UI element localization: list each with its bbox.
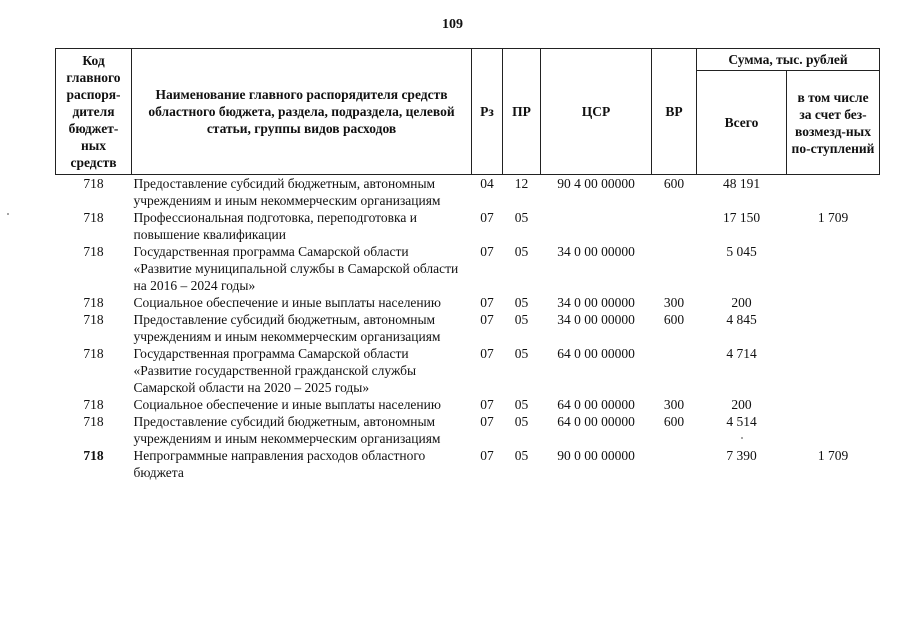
header-pr: ПР bbox=[503, 49, 541, 175]
cell-pr: 12 bbox=[514, 176, 529, 191]
cell-rz: 07 bbox=[480, 312, 494, 327]
cell-incl bbox=[787, 175, 880, 210]
cell-csr bbox=[541, 209, 652, 243]
cell-incl bbox=[787, 311, 880, 345]
cell-vr bbox=[652, 447, 697, 481]
cell-total: 4 714 bbox=[726, 346, 757, 361]
cell-vr bbox=[652, 345, 697, 396]
cell-rz: 04 bbox=[480, 176, 494, 191]
cell-rz: 07 bbox=[480, 210, 494, 225]
cell-incl: 1 709 bbox=[817, 448, 849, 463]
budget-table bbox=[55, 48, 880, 481]
cell-vr: 600 bbox=[663, 414, 685, 429]
cell-name: Непрограммные направления расходов областного бюджета bbox=[133, 448, 426, 480]
table-body bbox=[56, 175, 880, 482]
cell-name: Профессиональная подготовка, переподготовка и повышение квалификации bbox=[133, 210, 417, 242]
header-incl: в том числе за счет без-возмезд-ных по-ступлений bbox=[787, 71, 880, 175]
cell-name: Социальное обеспечение и иные выплаты населению bbox=[133, 295, 441, 310]
table-row bbox=[56, 413, 880, 447]
cell-total: 5 045 bbox=[726, 244, 757, 259]
cell-total: 48 191 bbox=[722, 176, 761, 191]
table-row bbox=[56, 294, 880, 311]
cell-rz: 07 bbox=[480, 244, 494, 259]
cell-total: 200 bbox=[731, 397, 752, 412]
cell-incl bbox=[787, 345, 880, 396]
table-row bbox=[56, 396, 880, 413]
cell-incl bbox=[787, 294, 880, 311]
cell-name: Предоставление субсидий бюджетным, автономным учреждениям и иным некоммерческим организациям bbox=[133, 312, 441, 344]
cell-total: 17 150 bbox=[722, 210, 761, 225]
cell-name: Предоставление субсидий бюджетным, автономным учреждениям и иным некоммерческим организациям bbox=[133, 414, 441, 446]
cell-csr: 34 0 00 00000 bbox=[557, 295, 635, 310]
cell-vr bbox=[652, 209, 697, 243]
cell-total: 7 390 bbox=[726, 448, 757, 463]
cell-code: 718 bbox=[83, 414, 104, 429]
table-row bbox=[56, 447, 880, 481]
header-code: Код главного распоря-дителя бюджет-ных средств bbox=[56, 49, 132, 175]
cell-incl bbox=[787, 413, 880, 447]
cell-pr: 05 bbox=[514, 448, 529, 463]
table-header bbox=[56, 49, 880, 175]
cell-total: 4 845 bbox=[726, 312, 757, 327]
cell-pr: 05 bbox=[514, 312, 529, 327]
cell-code: 718 bbox=[83, 295, 104, 310]
cell-vr: 300 bbox=[663, 295, 685, 310]
cell-pr: 05 bbox=[514, 295, 529, 310]
cell-rz: 07 bbox=[480, 448, 494, 463]
cell-incl bbox=[787, 396, 880, 413]
cell-pr: 05 bbox=[514, 244, 529, 259]
cell-name: Государственная программа Самарской области «Развитие муниципальной службы в Самарской области на 2016 – 2024 годы» bbox=[133, 244, 459, 293]
table-row bbox=[56, 345, 880, 396]
cell-incl bbox=[787, 243, 880, 294]
header-total: Всего bbox=[697, 71, 787, 175]
cell-rz: 07 bbox=[480, 414, 494, 429]
cell-name: Предоставление субсидий бюджетным, автономным учреждениям и иным некоммерческим организациям bbox=[133, 176, 441, 208]
cell-code: 718 bbox=[83, 448, 104, 463]
cell-name: Социальное обеспечение и иные выплаты населению bbox=[133, 397, 441, 412]
cell-csr: 64 0 00 00000 bbox=[557, 346, 635, 361]
header-vr: ВР bbox=[652, 49, 697, 175]
cell-pr: 05 bbox=[514, 414, 529, 429]
cell-code: 718 bbox=[83, 346, 104, 361]
cell-total: 4 514 bbox=[726, 414, 757, 429]
cell-code: 718 bbox=[83, 210, 104, 225]
header-csr: ЦСР bbox=[541, 49, 652, 175]
cell-code: 718 bbox=[83, 176, 104, 191]
cell-csr: 34 0 00 00000 bbox=[557, 244, 635, 259]
cell-vr: 600 bbox=[663, 312, 685, 327]
cell-name: Государственная программа Самарской области «Развитие государственной гражданской службы Самарской области на 2020 – 2025 годы» bbox=[133, 346, 417, 395]
cell-pr: 05 bbox=[514, 210, 529, 225]
cell-code: 718 bbox=[83, 312, 104, 327]
table-row bbox=[56, 175, 880, 210]
cell-csr: 34 0 00 00000 bbox=[557, 312, 635, 327]
cell-pr: 05 bbox=[514, 397, 529, 412]
page-number: 109 bbox=[442, 17, 463, 32]
cell-csr: 64 0 00 00000 bbox=[557, 397, 635, 412]
cell-vr: 300 bbox=[663, 397, 685, 412]
cell-vr bbox=[652, 243, 697, 294]
table-row bbox=[56, 209, 880, 243]
cell-rz: 07 bbox=[480, 295, 494, 310]
scan-speck bbox=[7, 213, 9, 215]
cell-csr: 90 4 00 00000 bbox=[557, 176, 635, 191]
header-rz: Рз bbox=[472, 49, 503, 175]
cell-pr: 05 bbox=[514, 346, 529, 361]
header-name: Наименование главного распорядителя средств областного бюджета, раздела, подраздела, целевой статьи, группы видов расходов bbox=[132, 49, 472, 175]
cell-code: 718 bbox=[83, 397, 104, 412]
cell-total: 200 bbox=[731, 295, 752, 310]
cell-csr: 64 0 00 00000 bbox=[557, 414, 635, 429]
table-row bbox=[56, 243, 880, 294]
header-sum-group: Сумма, тыс. рублей bbox=[697, 49, 880, 71]
cell-code: 718 bbox=[83, 244, 104, 259]
cell-csr: 90 0 00 00000 bbox=[557, 448, 635, 463]
scan-speck bbox=[741, 437, 743, 439]
cell-vr: 600 bbox=[663, 176, 685, 191]
cell-incl: 1 709 bbox=[817, 210, 849, 225]
cell-rz: 07 bbox=[480, 346, 494, 361]
cell-rz: 07 bbox=[480, 397, 494, 412]
table-row bbox=[56, 311, 880, 345]
